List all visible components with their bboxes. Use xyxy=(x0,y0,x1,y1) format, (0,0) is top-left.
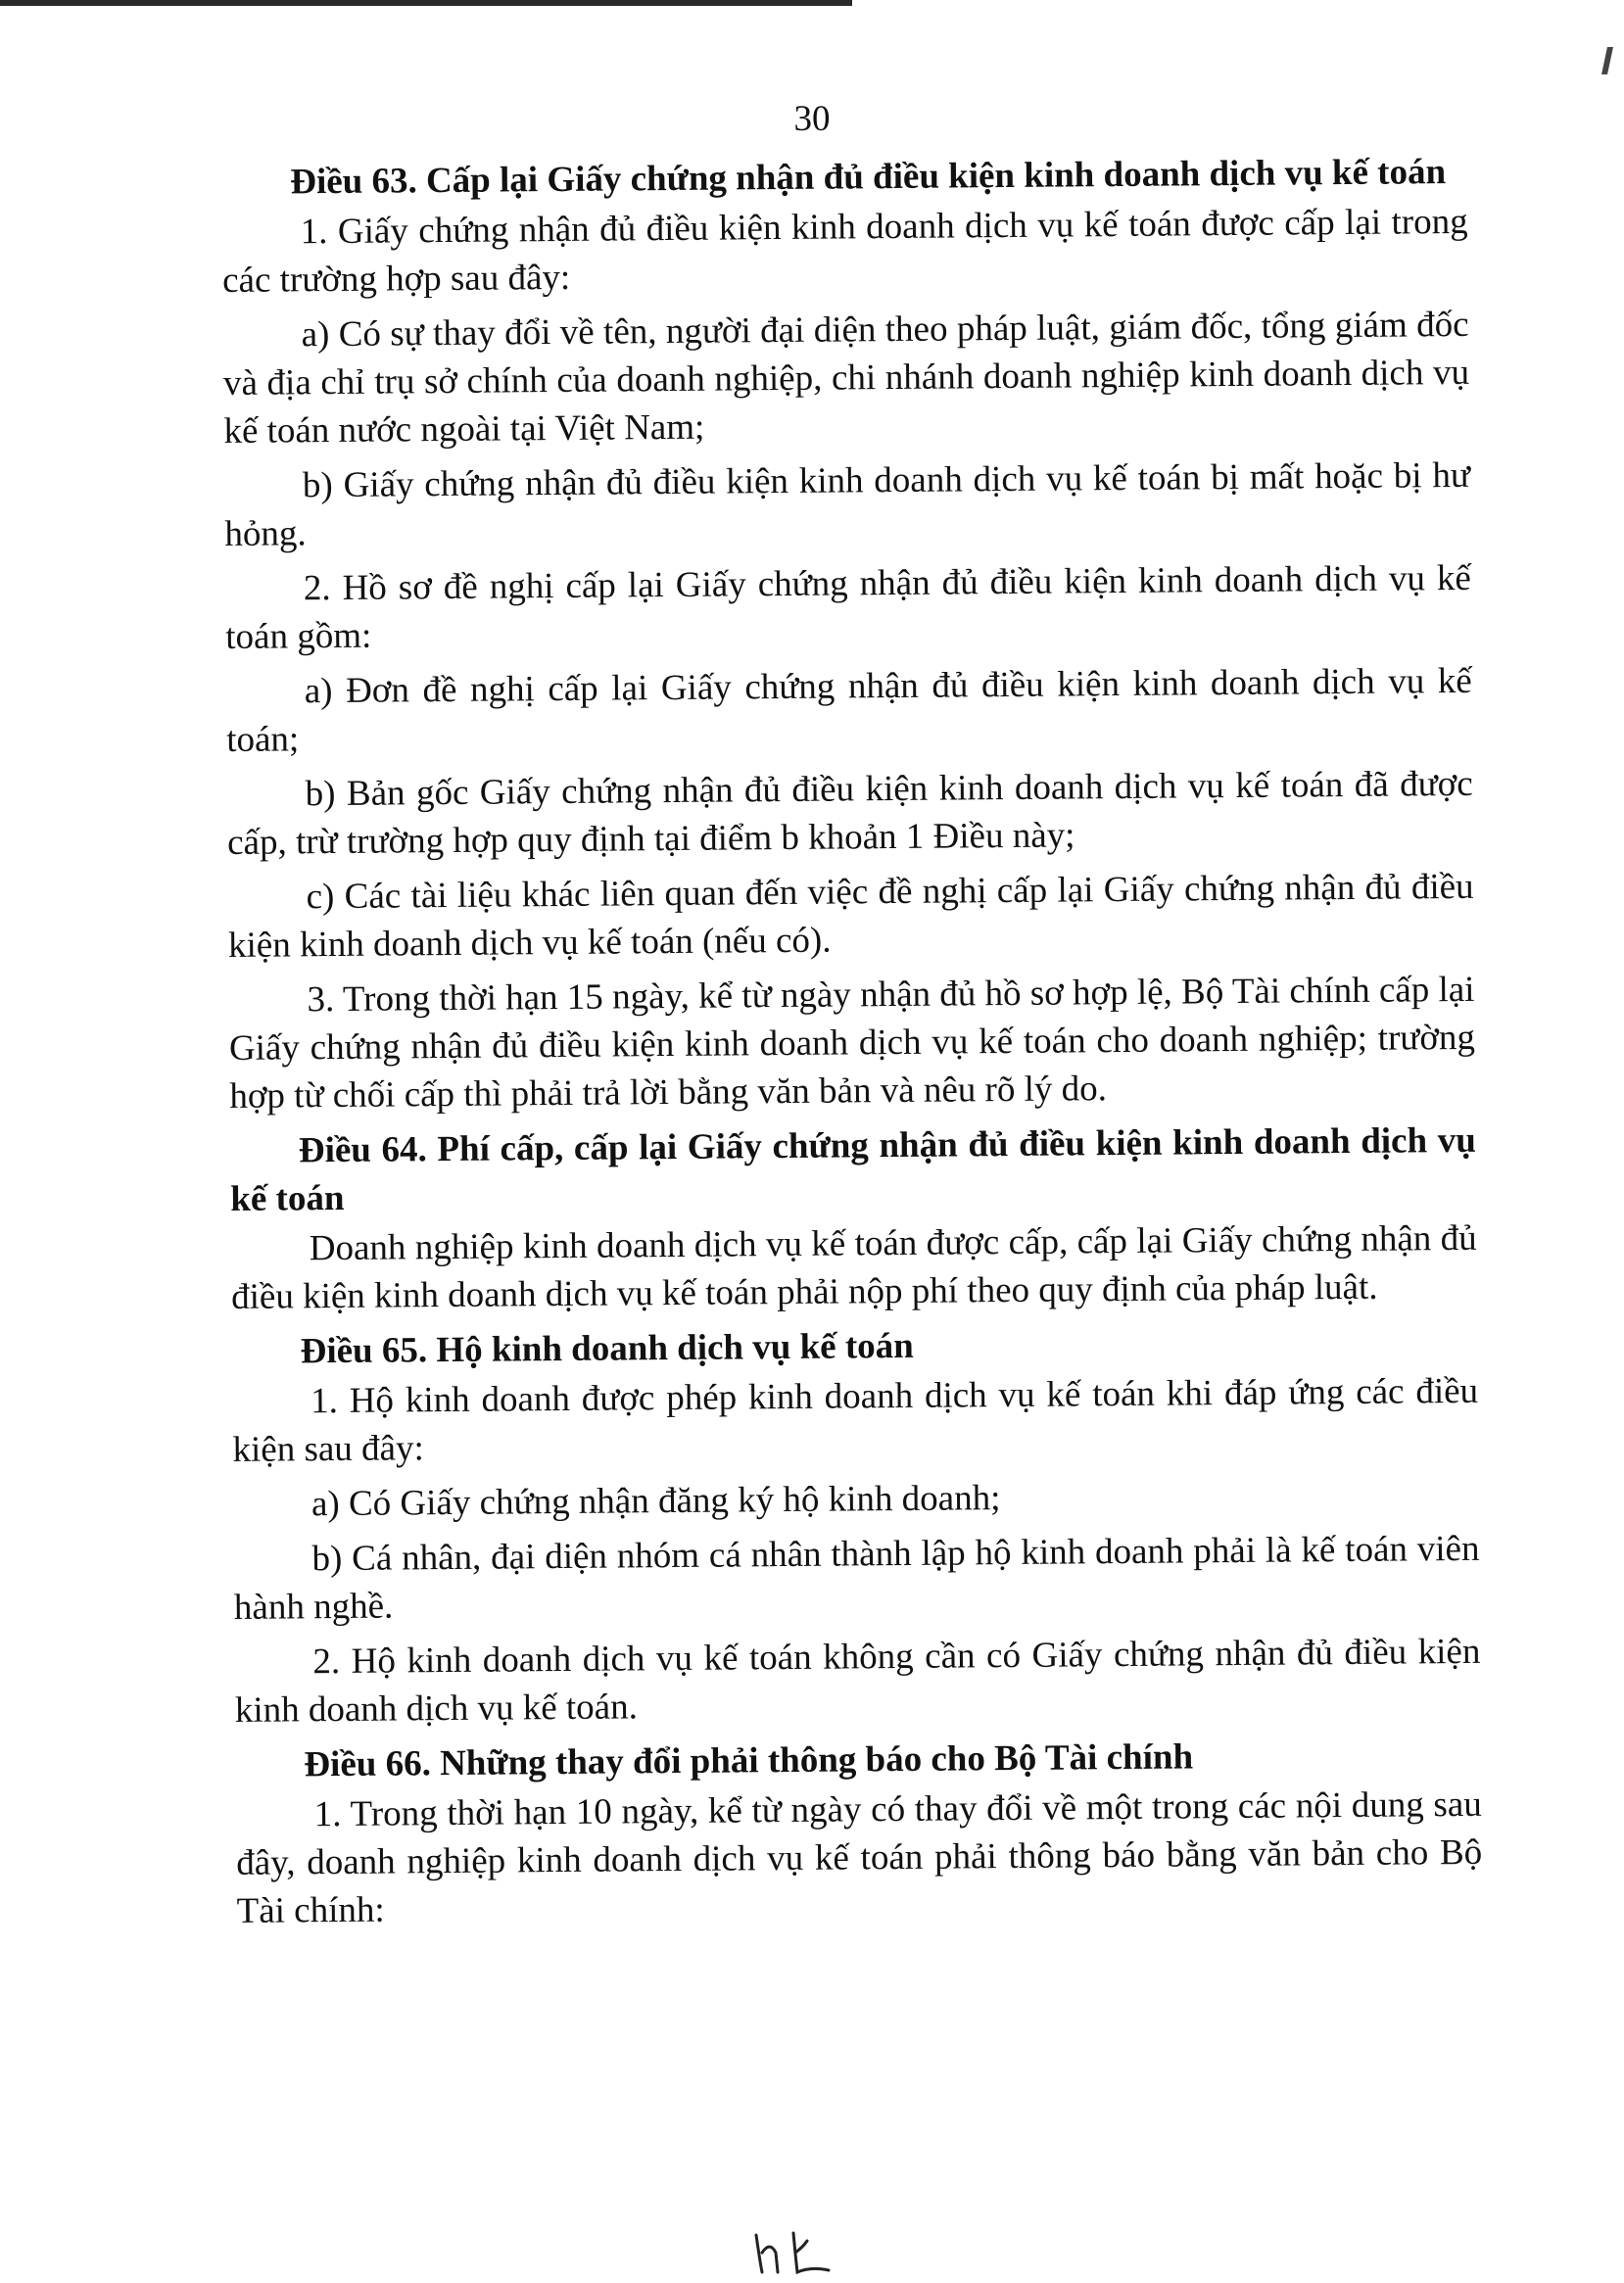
scan-edge-mark xyxy=(1601,47,1613,74)
article-heading: Điều 65. Hộ kinh doanh dịch vụ kế toán xyxy=(300,1325,914,1372)
article-heading: Điều 64. Phí cấp, cấp lại Giấy chứng nhận đủ điều kiện kinh doanh dịch vụ kế toán xyxy=(230,1119,1477,1219)
scan-top-border xyxy=(0,0,852,6)
document-body xyxy=(221,144,1483,1942)
paragraph: 2. Hồ sơ đề nghị cấp lại Giấy chứng nhận đủ điều kiện kinh doanh dịch vụ kế toán gồm: xyxy=(225,557,1472,657)
paragraph: 2. Hộ kinh doanh dịch vụ kế toán không cần có Giấy chứng nhận đủ điều kiện kinh doanh dịch vụ kế toán. xyxy=(234,1631,1481,1731)
paragraph: 1. Giấy chứng nhận đủ điều kiện kinh doanh dịch vụ kế toán được cấp lại trong các trường hợp sau đây: xyxy=(221,201,1468,301)
handwritten-initials xyxy=(742,2223,860,2282)
paragraph: b) Cá nhân, đại diện nhóm cá nhân thành lập hộ kinh doanh phải là kế toán viên hành nghề. xyxy=(233,1528,1480,1628)
paragraph: Doanh nghiệp kinh doanh dịch vụ kế toán được cấp, cấp lại Giấy chứng nhận đủ điều kiện kinh doanh dịch vụ kế toán phải nộp phí theo quy định của pháp luật. xyxy=(231,1217,1477,1317)
paragraph: a) Có sự thay đổi về tên, người đại diện theo pháp luật, giám đốc, tổng giám đốc và địa chỉ trụ sở chính của doanh nghiệp, chi nhánh doanh nghiệp kinh doanh dịch vụ kế toán nước ngoài tại Việt Nam; xyxy=(222,304,1470,452)
paragraph: b) Bản gốc Giấy chứng nhận đủ điều kiện kinh doanh dịch vụ kế toán đã được cấp, trừ trường hợp quy định tại điểm b khoản 1 Điều này; xyxy=(226,763,1473,863)
paragraph: c) Các tài liệu khác liên quan đến việc đề nghị cấp lại Giấy chứng nhận đủ điều kiện kinh doanh dịch vụ kế toán (nếu có). xyxy=(227,866,1474,966)
page-number: 30 xyxy=(793,99,831,139)
paragraph: a) Có Giấy chứng nhận đăng ký hộ kinh doanh; xyxy=(310,1478,1001,1525)
article-heading: Điều 66. Những thay đổi phải thông báo cho Bộ Tài chính xyxy=(304,1736,1194,1785)
paragraph: 1. Trong thời hạn 10 ngày, kể từ ngày có thay đổi về một trong các nội dung sau đây, doanh nghiệp kinh doanh dịch vụ kế toán phải thông báo bằng văn bản cho Bộ Tài chính: xyxy=(236,1784,1483,1931)
paragraph: 1. Hộ kinh doanh được phép kinh doanh dịch vụ kế toán khi đáp ứng các điều kiện sau đây: xyxy=(232,1370,1479,1470)
paragraph: 3. Trong thời hạn 15 ngày, kể từ ngày nhận đủ hồ sơ hợp lệ, Bộ Tài chính cấp lại Giấy chứng nhận đủ điều kiện kinh doanh dịch vụ kế toán cho doanh nghiệp; trường hợp từ chối cấp thì phải trả lời bằng văn bản và nêu rõ lý do. xyxy=(228,969,1476,1117)
paragraph: a) Đơn đề nghị cấp lại Giấy chứng nhận đủ điều kiện kinh doanh dịch vụ kế toán; xyxy=(226,660,1472,760)
paragraph: b) Giấy chứng nhận đủ điều kiện kinh doanh dịch vụ kế toán bị mất hoặc bị hư hỏng. xyxy=(224,454,1471,554)
article-heading: Điều 63. Cấp lại Giấy chứng nhận đủ điều kiện kinh doanh dịch vụ kế toán xyxy=(290,152,1447,203)
